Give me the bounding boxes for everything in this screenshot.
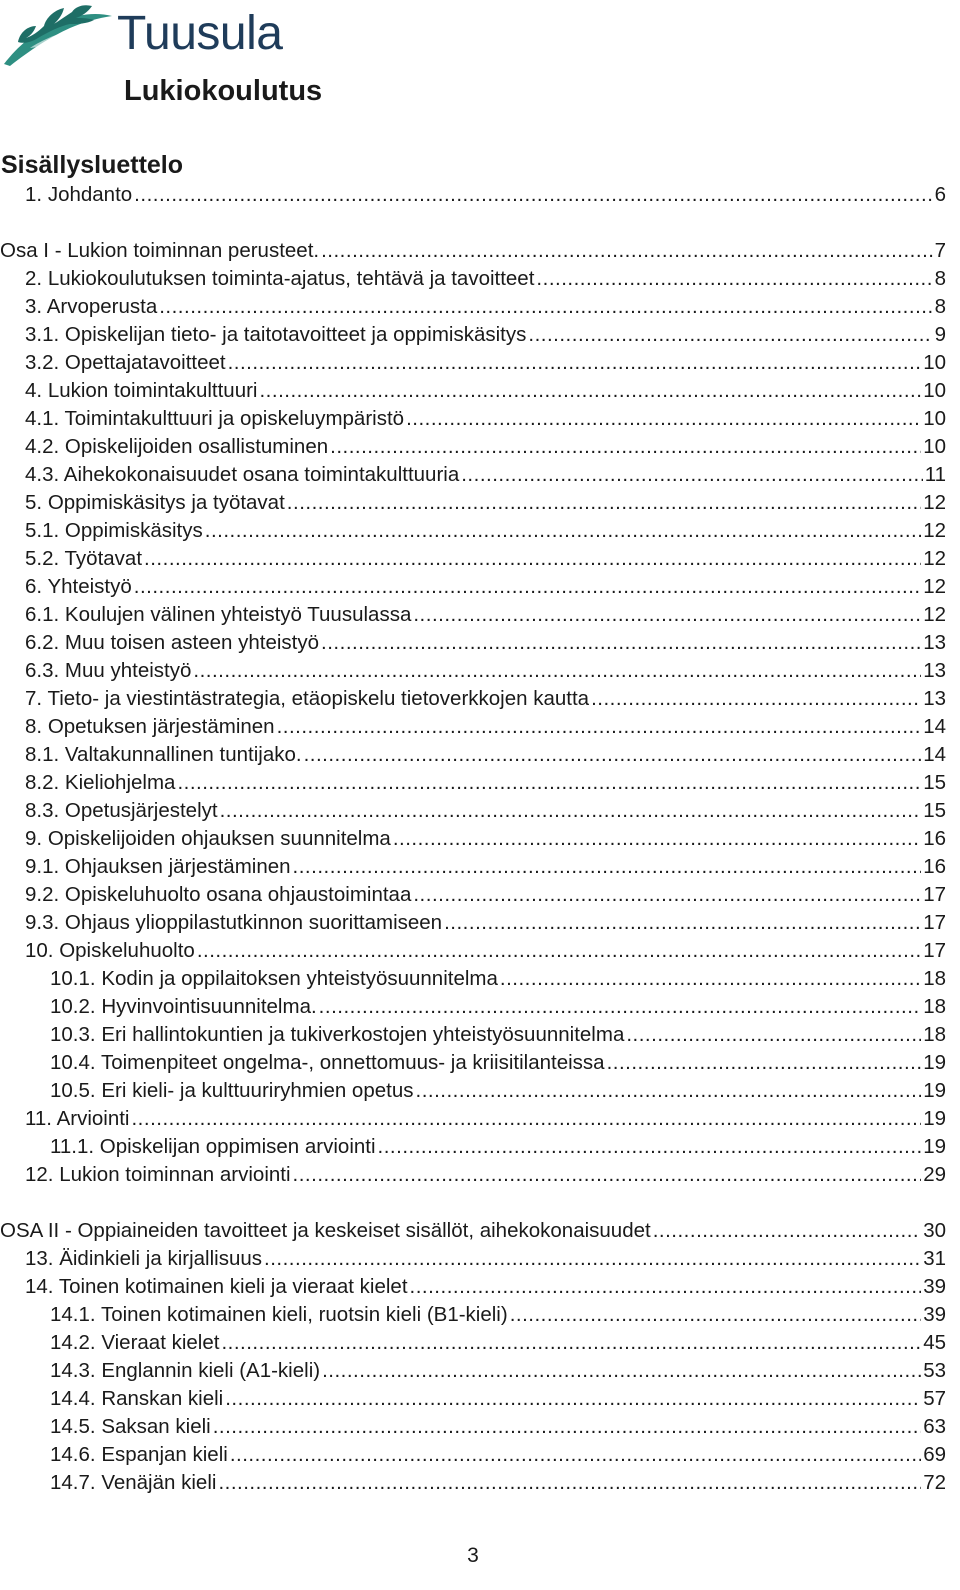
toc-entry-title: Opiskelijoiden osallistuminen bbox=[64, 435, 329, 458]
toc-entry-number: 9.1. bbox=[25, 855, 60, 878]
toc-dot-leader bbox=[406, 405, 921, 433]
toc-entry-title: Yhteistyö bbox=[47, 575, 132, 598]
toc-entry-title: - Lukion toiminnan perusteet. bbox=[54, 239, 320, 262]
toc-entry-number: 10.2. bbox=[50, 995, 96, 1018]
document-title: Lukiokoulutus bbox=[124, 75, 323, 107]
toc-dot-leader bbox=[319, 993, 922, 1021]
toc-entry[interactable] bbox=[0, 1161, 946, 1189]
toc-entry-title: Opetusjärjestelyt bbox=[64, 799, 218, 822]
toc-dot-leader bbox=[221, 1329, 921, 1357]
toc-entry-label bbox=[25, 573, 132, 601]
toc-entry-page: 29 bbox=[923, 1163, 946, 1186]
toc-entry-title: Ohjauksen järjestäminen bbox=[64, 855, 291, 878]
toc-entry-number: 11.1. bbox=[50, 1135, 95, 1158]
toc-entry[interactable] bbox=[0, 713, 946, 741]
toc-dot-leader bbox=[500, 965, 921, 993]
toc-entry[interactable] bbox=[0, 1469, 946, 1497]
toc-entry-number: 10.4. bbox=[50, 1051, 96, 1074]
toc-entry-label bbox=[50, 1077, 414, 1105]
toc-entry-number: 5. bbox=[25, 491, 43, 514]
leaf-logo-icon bbox=[0, 2, 115, 68]
toc-entry-label bbox=[25, 713, 275, 741]
toc-entry-title: Opettajatavoitteet bbox=[64, 351, 226, 374]
toc-entry-number: 14.2. bbox=[50, 1331, 96, 1354]
toc-entry-label bbox=[25, 825, 391, 853]
toc-entry-label bbox=[25, 853, 291, 881]
toc-entry-title: Eri kieli- ja kulttuuriryhmien opetus bbox=[101, 1079, 414, 1102]
toc-entry-title: Tieto- ja viestintästrategia, etäopiskelu tietoverkkojen kautta bbox=[47, 687, 590, 710]
toc-dot-leader bbox=[159, 293, 932, 321]
toc-entry-page: 17 bbox=[923, 883, 946, 906]
toc-entry-label bbox=[25, 489, 285, 517]
toc-entry-number: 6.1. bbox=[25, 603, 60, 626]
toc-entry-title: Työtavat bbox=[64, 547, 143, 570]
toc-dot-leader bbox=[193, 657, 921, 685]
toc-entry-number: 14.5. bbox=[50, 1415, 96, 1438]
toc-entry-number: 10. bbox=[25, 939, 54, 962]
toc-entry-label bbox=[25, 629, 319, 657]
toc-entry-label bbox=[25, 601, 411, 629]
toc-entry-number: 4.2. bbox=[25, 435, 60, 458]
toc-entry-label bbox=[25, 881, 411, 909]
toc-entry[interactable] bbox=[0, 181, 946, 209]
toc-entry-label bbox=[50, 1301, 508, 1329]
toc-entry-title: Venäjän kieli bbox=[101, 1471, 217, 1494]
toc-entry-label bbox=[25, 433, 328, 461]
toc-entry-title: Opetuksen järjestäminen bbox=[47, 715, 275, 738]
toc-dot-leader bbox=[510, 1301, 922, 1329]
toc-entry-page: 16 bbox=[923, 827, 946, 850]
toc-entry[interactable] bbox=[0, 881, 946, 909]
toc-entry-page: 10 bbox=[923, 407, 946, 430]
toc-entry-number: 11. bbox=[25, 1107, 52, 1130]
toc-entry-label bbox=[25, 265, 534, 293]
toc-entry-title: Lukiokoulutuksen toiminta-ajatus, tehtävä ja tavoitteet bbox=[47, 267, 535, 290]
toc-entry-page: 45 bbox=[923, 1331, 946, 1354]
toc-entry-number: 6.2. bbox=[25, 631, 60, 654]
toc-entry-title: Oppimiskäsitys bbox=[64, 519, 203, 542]
toc-entry-label bbox=[25, 1273, 408, 1301]
toc-entry[interactable] bbox=[0, 433, 946, 461]
toc-entry-page: 13 bbox=[923, 631, 946, 654]
toc-entry-page: 16 bbox=[923, 855, 946, 878]
toc-dot-leader bbox=[304, 741, 922, 769]
toc-dot-leader bbox=[444, 909, 921, 937]
toc-entry-label bbox=[50, 1413, 211, 1441]
toc-dot-leader bbox=[220, 797, 922, 825]
toc-entry-page: 39 bbox=[923, 1303, 946, 1326]
toc-dot-leader bbox=[321, 629, 921, 657]
toc-entry-number: 8. bbox=[25, 715, 43, 738]
toc-entry-page: 13 bbox=[923, 659, 946, 682]
toc-entry-page: 69 bbox=[923, 1443, 946, 1466]
toc-entry[interactable] bbox=[0, 265, 946, 293]
toc-dot-leader bbox=[528, 321, 932, 349]
toc-entry-page: 14 bbox=[923, 743, 946, 766]
toc-entry-page: 63 bbox=[923, 1415, 946, 1438]
toc-dot-leader bbox=[131, 1105, 921, 1133]
toc-entry-title: Opiskelijoiden ohjauksen suunnitelma bbox=[47, 827, 391, 850]
page-number: 3 bbox=[467, 1544, 479, 1567]
toc-entry-title: - Oppiaineiden tavoitteet ja keskeiset sisällöt, aihekokonaisuudet bbox=[64, 1219, 651, 1242]
toc-entry-label bbox=[25, 517, 203, 545]
toc-entry-label bbox=[25, 769, 175, 797]
toc-entry-title: Kieliohjelma bbox=[64, 771, 176, 794]
toc-entry[interactable] bbox=[0, 377, 946, 405]
toc-entry[interactable] bbox=[0, 545, 946, 573]
toc-dot-leader bbox=[225, 1385, 921, 1413]
toc-entry-title: Ranskan kieli bbox=[101, 1387, 224, 1410]
toc-entry-title: Lukion toimintakulttuuri bbox=[47, 379, 258, 402]
toc-entry-title: Muu toisen asteen yhteistyö bbox=[64, 631, 320, 654]
toc-entry-page: 10 bbox=[923, 351, 946, 374]
toc-entry-number: 13. bbox=[25, 1247, 54, 1270]
toc-entry-title: Espanjan kieli bbox=[101, 1443, 228, 1466]
toc-entry-title: Äidinkieli ja kirjallisuus bbox=[59, 1247, 263, 1270]
toc-entry[interactable] bbox=[0, 517, 946, 545]
toc-entry[interactable] bbox=[0, 629, 946, 657]
toc-dot-leader bbox=[653, 1217, 921, 1245]
toc-entry-title: Johdanto bbox=[47, 183, 133, 206]
toc-entry-label bbox=[25, 937, 195, 965]
toc-entry[interactable] bbox=[0, 741, 946, 769]
toc-entry-label bbox=[0, 1217, 651, 1245]
toc-entry[interactable] bbox=[0, 1105, 946, 1133]
toc-entry-label bbox=[25, 909, 442, 937]
toc-entry-label bbox=[25, 545, 142, 573]
toc-entry-page: 18 bbox=[923, 967, 946, 990]
toc-entry-page: 14 bbox=[923, 715, 946, 738]
toc-entry[interactable] bbox=[0, 853, 946, 881]
toc-entry-title: Toimintakulttuuri ja opiskeluympäristö bbox=[64, 407, 405, 430]
toc-entry[interactable] bbox=[0, 797, 946, 825]
toc-entry-page: 31 bbox=[923, 1247, 946, 1270]
toc-entry-title: Toimenpiteet ongelma-, onnettomuus- ja kriisitilanteissa bbox=[100, 1051, 605, 1074]
toc-dot-leader bbox=[536, 265, 932, 293]
toc-entry[interactable] bbox=[0, 937, 946, 965]
toc-entry-number: 6. bbox=[25, 575, 43, 598]
toc-entry-page: 12 bbox=[923, 547, 946, 570]
toc-entry-number: 14. bbox=[25, 1275, 54, 1298]
toc-entry-label bbox=[50, 1469, 216, 1497]
toc-entry-label bbox=[50, 1133, 376, 1161]
toc-entry-number: 8.1. bbox=[25, 743, 60, 766]
toc-dot-leader bbox=[144, 545, 921, 573]
toc-entry-label bbox=[50, 1049, 605, 1077]
toc-entry-number: 9.2. bbox=[25, 883, 60, 906]
toc-entry-label bbox=[50, 965, 498, 993]
toc-entry-number: 10.3. bbox=[50, 1023, 96, 1046]
table-of-contents bbox=[0, 181, 946, 1497]
toc-entry-page: 11 bbox=[924, 463, 946, 486]
toc-entry-label bbox=[50, 1329, 219, 1357]
toc-entry-number: 7. bbox=[25, 687, 43, 710]
toc-entry-title: Valtakunnallinen tuntijako. bbox=[64, 743, 302, 766]
toc-dot-leader bbox=[228, 349, 922, 377]
toc-entry[interactable] bbox=[0, 1385, 946, 1413]
toc-entry-label bbox=[25, 461, 459, 489]
toc-dot-leader bbox=[413, 601, 921, 629]
toc-entry-page: 39 bbox=[923, 1275, 946, 1298]
toc-entry[interactable] bbox=[0, 1077, 946, 1105]
toc-entry[interactable] bbox=[0, 1329, 946, 1357]
toc-entry-label bbox=[25, 1105, 129, 1133]
toc-entry[interactable] bbox=[0, 1021, 946, 1049]
toc-dot-leader bbox=[410, 1273, 922, 1301]
toc-entry-page: 12 bbox=[923, 491, 946, 514]
toc-entry[interactable] bbox=[0, 1245, 946, 1273]
toc-entry-title: Opiskeluhuolto osana ohjaustoimintaa bbox=[64, 883, 412, 906]
toc-entry-number: 3.2. bbox=[25, 351, 60, 374]
logo-wordmark: Tuusula bbox=[117, 7, 283, 60]
toc-entry-title: Hyvinvointisuunnitelma. bbox=[101, 995, 317, 1018]
toc-entry-page: 10 bbox=[923, 379, 946, 402]
toc-entry-label bbox=[25, 181, 132, 209]
toc-entry[interactable] bbox=[0, 1357, 946, 1385]
toc-entry-page: 8 bbox=[934, 295, 946, 318]
toc-entry-title: Vieraat kielet bbox=[101, 1331, 220, 1354]
tuusula-logo bbox=[0, 0, 320, 72]
toc-dot-leader bbox=[607, 1049, 922, 1077]
toc-entry-number: 4. bbox=[25, 379, 43, 402]
toc-entry-title: Oppimiskäsitys ja työtavat bbox=[47, 491, 285, 514]
toc-dot-leader bbox=[205, 517, 921, 545]
toc-entry-page: 9 bbox=[934, 323, 946, 346]
toc-entry-page: 18 bbox=[923, 995, 946, 1018]
toc-entry-label bbox=[50, 993, 317, 1021]
toc-entry-number: 5.2. bbox=[25, 547, 60, 570]
toc-entry-label bbox=[25, 349, 226, 377]
toc-dot-leader bbox=[277, 713, 922, 741]
toc-entry-number: 14.6. bbox=[50, 1443, 96, 1466]
toc-entry-page: 15 bbox=[923, 799, 946, 822]
toc-dot-leader bbox=[134, 573, 921, 601]
toc-entry[interactable] bbox=[0, 657, 946, 685]
toc-entry[interactable] bbox=[0, 489, 946, 517]
toc-dot-leader bbox=[259, 377, 921, 405]
toc-entry-page: 72 bbox=[923, 1471, 946, 1494]
toc-dot-leader bbox=[626, 1021, 921, 1049]
toc-entry[interactable] bbox=[0, 909, 946, 937]
toc-entry-label bbox=[0, 237, 319, 265]
toc-entry-number: 9. bbox=[25, 827, 43, 850]
toc-entry-title: Toinen kotimainen kieli, ruotsin kieli (B1-kieli) bbox=[100, 1303, 508, 1326]
toc-entry[interactable] bbox=[0, 237, 946, 265]
toc-dot-leader bbox=[321, 237, 933, 265]
toc-entry[interactable] bbox=[0, 461, 946, 489]
toc-entry-title: Aihekokonaisuudet osana toimintakulttuuria bbox=[63, 463, 460, 486]
toc-entry[interactable] bbox=[0, 769, 946, 797]
toc-entry-number: 6.3. bbox=[25, 659, 60, 682]
toc-entry-page: 8 bbox=[934, 267, 946, 290]
toc-dot-leader bbox=[293, 1161, 922, 1189]
toc-entry-page: 19 bbox=[923, 1079, 946, 1102]
toc-entry-label bbox=[25, 685, 589, 713]
toc-dot-leader bbox=[416, 1077, 922, 1105]
toc-entry-number: 10.5. bbox=[50, 1079, 96, 1102]
toc-entry[interactable] bbox=[0, 1273, 946, 1301]
toc-entry-page: 12 bbox=[923, 519, 946, 542]
toc-entry-page: 19 bbox=[923, 1051, 946, 1074]
toc-entry[interactable] bbox=[0, 993, 946, 1021]
toc-entry-page: 18 bbox=[923, 1023, 946, 1046]
toc-entry-title: Koulujen välinen yhteistyö Tuusulassa bbox=[64, 603, 412, 626]
toc-entry-title: Ohjaus ylioppilastutkinnon suorittamiseen bbox=[64, 911, 443, 934]
toc-entry[interactable] bbox=[0, 349, 946, 377]
toc-entry-title: Lukion toiminnan arviointi bbox=[59, 1163, 291, 1186]
toc-entry-label bbox=[50, 1385, 223, 1413]
toc-entry[interactable] bbox=[0, 1413, 946, 1441]
toc-entry[interactable] bbox=[0, 1133, 946, 1161]
toc-dot-leader bbox=[197, 937, 921, 965]
toc-entry-page: 19 bbox=[923, 1107, 946, 1130]
toc-entry-title: Arviointi bbox=[56, 1107, 130, 1130]
toc-entry[interactable] bbox=[0, 1217, 946, 1245]
toc-entry-label bbox=[50, 1441, 228, 1469]
toc-dot-leader bbox=[378, 1133, 922, 1161]
toc-entry-title: Opiskeluhuolto bbox=[59, 939, 195, 962]
toc-entry-page: 19 bbox=[923, 1135, 946, 1158]
toc-entry-number: 10.1. bbox=[50, 967, 96, 990]
toc-entry-page: 7 bbox=[934, 239, 946, 262]
toc-entry-title: Eri hallintokuntien ja tukiverkostojen yhteistyösuunnitelma bbox=[101, 1023, 625, 1046]
toc-entry-page: 17 bbox=[923, 939, 946, 962]
toc-entry[interactable] bbox=[0, 1301, 946, 1329]
toc-entry-number: 1. bbox=[25, 183, 43, 206]
toc-entry-title: Englannin kieli (A1-kieli) bbox=[101, 1359, 321, 1382]
toc-entry-title: Arvoperusta bbox=[46, 295, 158, 318]
toc-entry-title: Opiskelijan oppimisen arviointi bbox=[99, 1135, 376, 1158]
toc-entry[interactable] bbox=[0, 685, 946, 713]
toc-dot-leader bbox=[591, 685, 921, 713]
toc-dot-leader bbox=[213, 1413, 921, 1441]
toc-entry-number: 5.1. bbox=[25, 519, 60, 542]
toc-entry-number: 2. bbox=[25, 267, 43, 290]
toc-entry-label bbox=[25, 321, 526, 349]
toc-entry[interactable] bbox=[0, 965, 946, 993]
toc-entry-page: 57 bbox=[923, 1387, 946, 1410]
toc-entry-label bbox=[25, 657, 191, 685]
toc-entry-page: 53 bbox=[923, 1359, 946, 1382]
toc-entry[interactable] bbox=[0, 573, 946, 601]
toc-dot-leader bbox=[134, 181, 932, 209]
toc-entry-label bbox=[25, 1245, 262, 1273]
toc-dot-leader bbox=[393, 825, 921, 853]
toc-entry-label bbox=[25, 293, 157, 321]
toc-dot-leader bbox=[461, 461, 922, 489]
toc-entry-number: 8.3. bbox=[25, 799, 60, 822]
toc-entry[interactable] bbox=[0, 1049, 946, 1077]
toc-dot-leader bbox=[293, 853, 922, 881]
toc-entry-number: OSA II bbox=[0, 1219, 60, 1242]
toc-entry[interactable] bbox=[0, 405, 946, 433]
toc-entry-label bbox=[25, 377, 257, 405]
toc-heading: Sisällysluettelo bbox=[1, 151, 184, 179]
toc-entry-title: Toinen kotimainen kieli ja vieraat kielet bbox=[58, 1275, 408, 1298]
toc-entry-page: 6 bbox=[934, 183, 946, 206]
toc-entry-number: 3. bbox=[25, 295, 43, 318]
toc-dot-leader bbox=[413, 881, 921, 909]
toc-entry[interactable] bbox=[0, 601, 946, 629]
toc-entry-title: Kodin ja oppilaitoksen yhteistyösuunnitelma bbox=[101, 967, 498, 990]
toc-entry[interactable] bbox=[0, 825, 946, 853]
toc-entry-number: 9.3. bbox=[25, 911, 60, 934]
toc-entry[interactable] bbox=[0, 321, 946, 349]
toc-entry-page: 12 bbox=[923, 575, 946, 598]
toc-entry-number: 3.1. bbox=[25, 323, 60, 346]
toc-entry-number: 14.3. bbox=[50, 1359, 96, 1382]
toc-entry-label bbox=[25, 741, 302, 769]
toc-entry-number: 8.2. bbox=[25, 771, 60, 794]
toc-entry-title: Saksan kieli bbox=[101, 1415, 211, 1438]
toc-entry-number: Osa I bbox=[0, 239, 49, 262]
toc-entry-page: 17 bbox=[923, 911, 946, 934]
toc-entry-label bbox=[25, 405, 404, 433]
toc-entry-page: 15 bbox=[923, 771, 946, 794]
toc-entry[interactable] bbox=[0, 293, 946, 321]
toc-entry-number: 12. bbox=[25, 1163, 54, 1186]
toc-dot-leader bbox=[287, 489, 921, 517]
toc-dot-leader bbox=[230, 1441, 921, 1469]
toc-entry-label bbox=[25, 1161, 291, 1189]
toc-entry-label bbox=[50, 1357, 320, 1385]
toc-entry-number: 4.3. bbox=[25, 463, 60, 486]
toc-entry-number: 4.1. bbox=[25, 407, 60, 430]
toc-entry-number: 14.1. bbox=[50, 1303, 96, 1326]
toc-dot-leader bbox=[218, 1469, 921, 1497]
toc-entry-title: Opiskelijan tieto- ja taitotavoitteet ja oppimiskäsitys bbox=[64, 323, 527, 346]
toc-entry-number: 14.7. bbox=[50, 1471, 96, 1494]
toc-dot-leader bbox=[177, 769, 921, 797]
toc-entry-page: 30 bbox=[923, 1219, 946, 1242]
toc-entry-number: 14.4. bbox=[50, 1387, 96, 1410]
toc-dot-leader bbox=[330, 433, 921, 461]
toc-dot-leader bbox=[322, 1357, 921, 1385]
toc-entry-title: Muu yhteistyö bbox=[64, 659, 192, 682]
toc-entry-label bbox=[25, 797, 218, 825]
toc-entry-page: 13 bbox=[923, 687, 946, 710]
toc-dot-leader bbox=[264, 1245, 921, 1273]
toc-entry-label bbox=[50, 1021, 624, 1049]
toc-entry[interactable] bbox=[0, 1441, 946, 1469]
toc-entry-page: 10 bbox=[923, 435, 946, 458]
toc-entry-page: 12 bbox=[923, 603, 946, 626]
